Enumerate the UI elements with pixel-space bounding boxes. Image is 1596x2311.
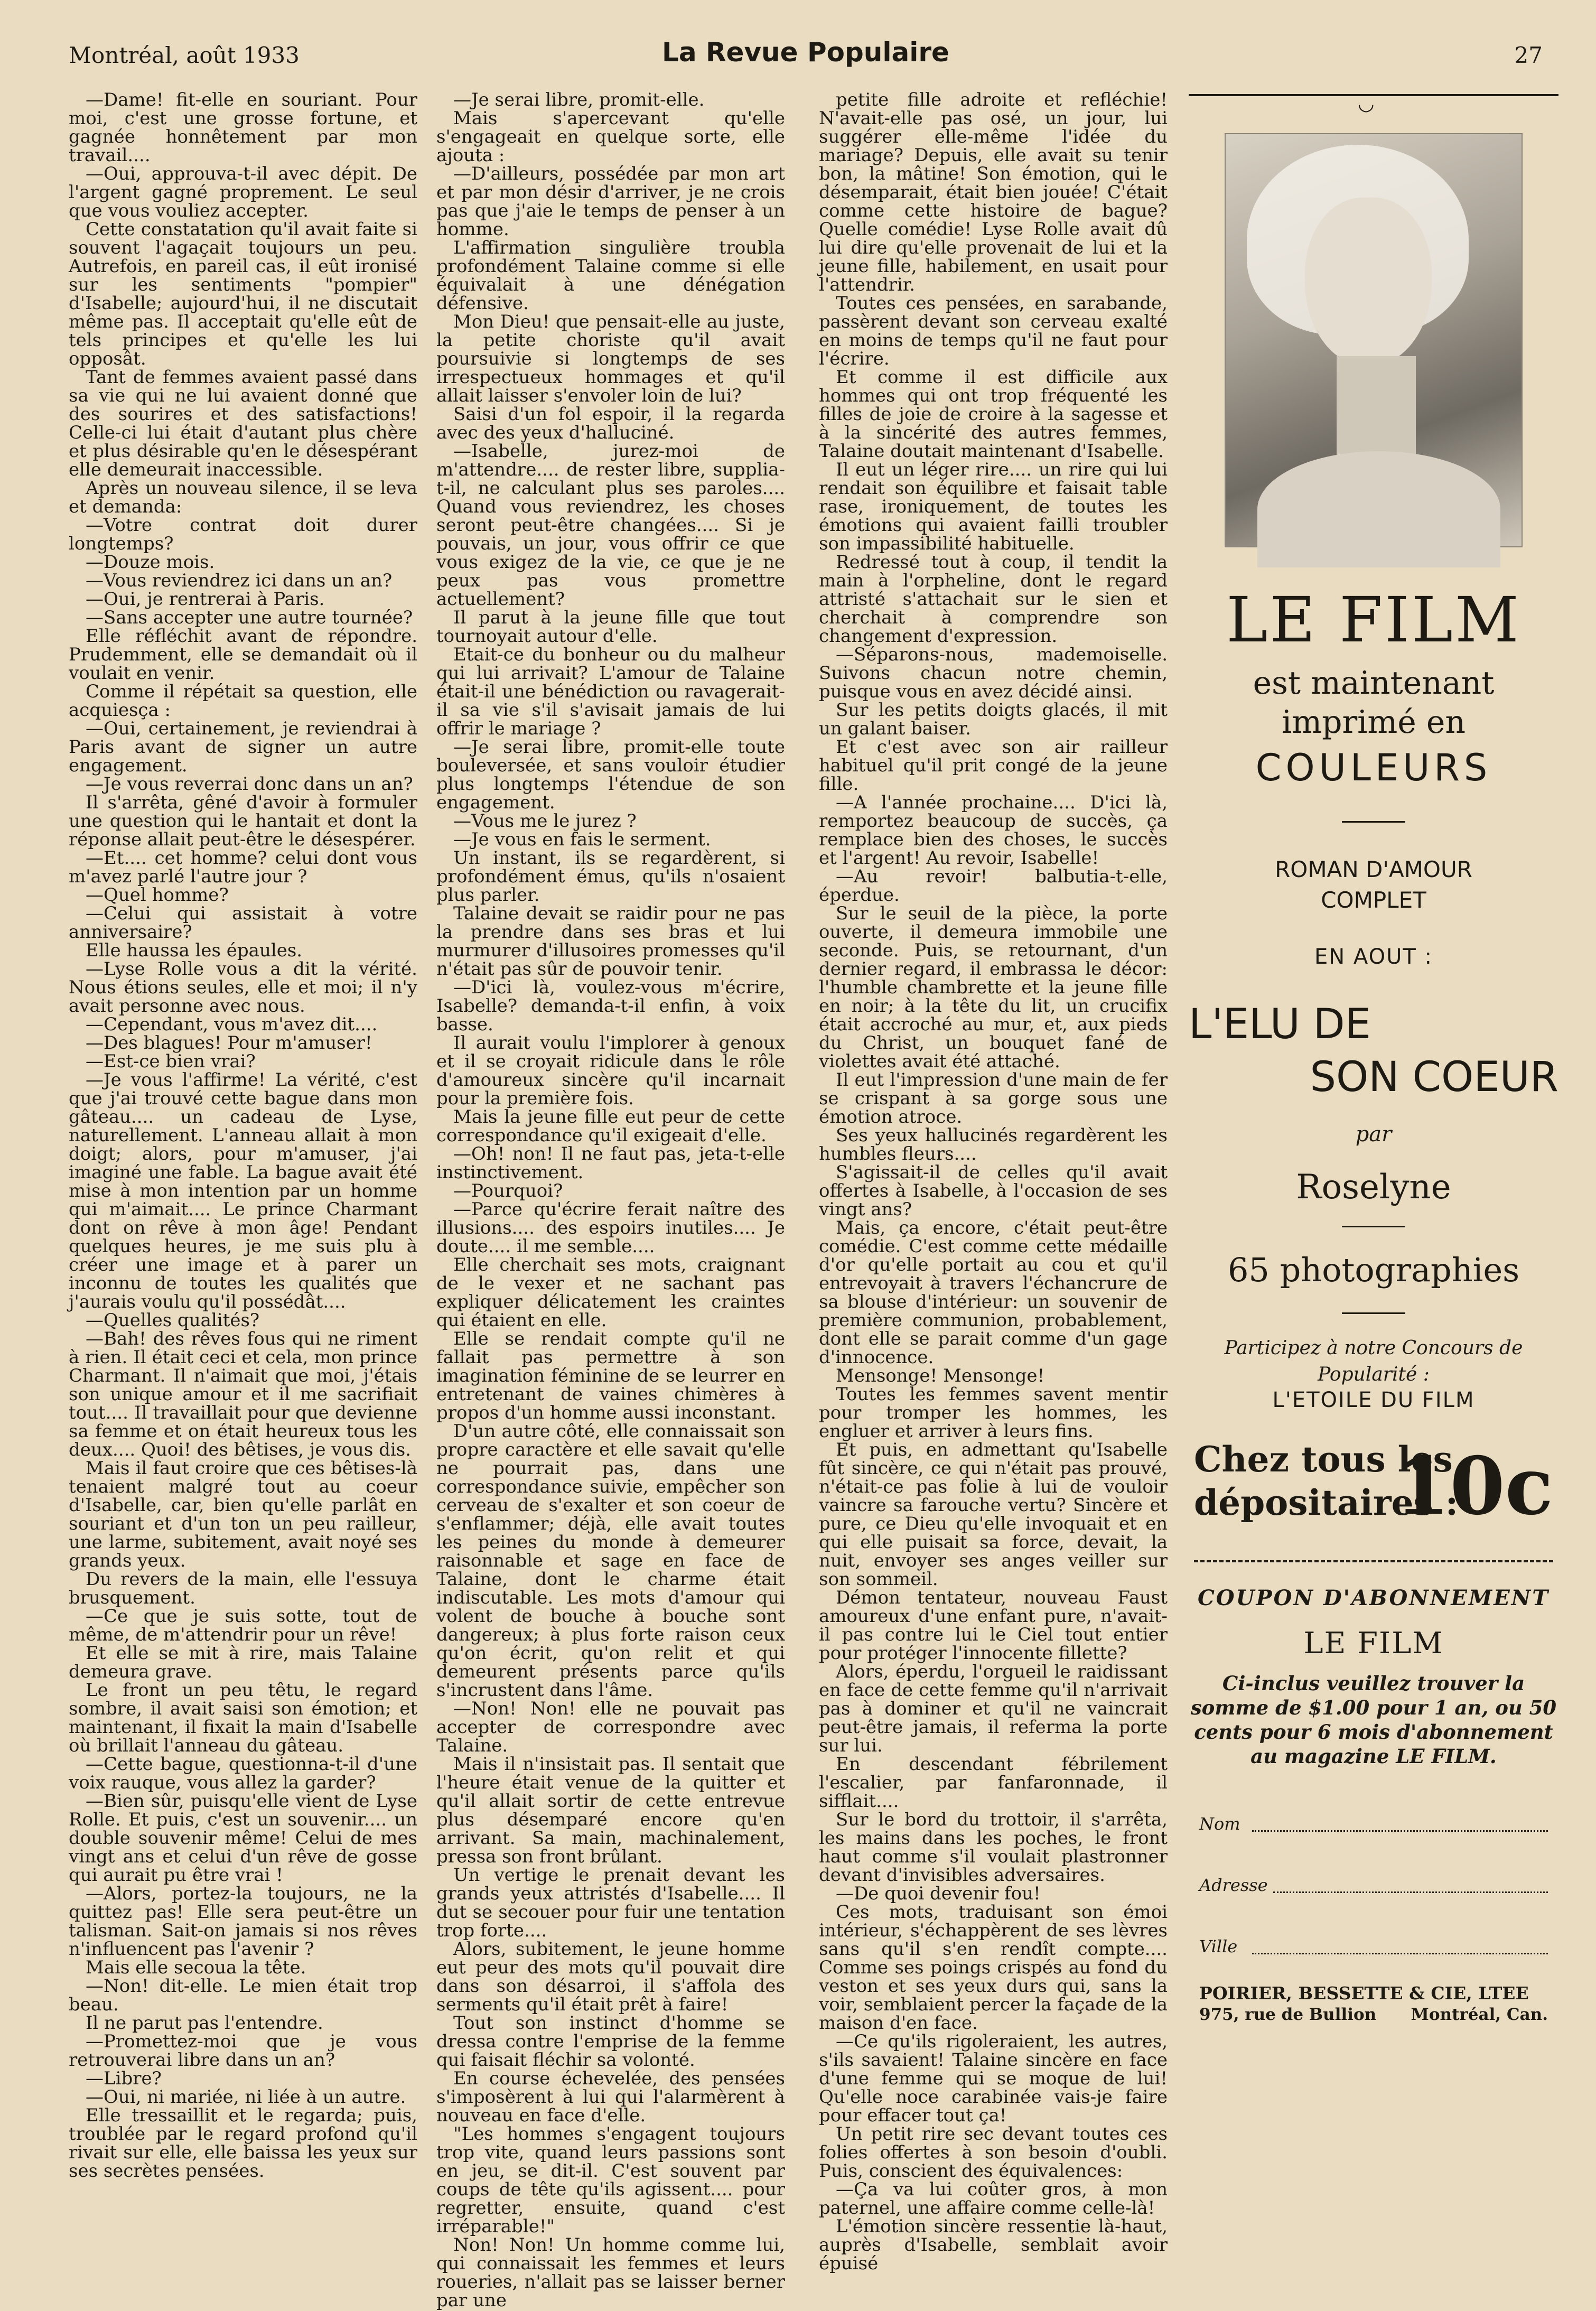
- publisher-address: [1199, 2005, 1548, 2028]
- paragraph: Toutes ces pensées, en sarabande, passèrent devant son cerveau exalté en moins de temps qu'il ne faut pour l'écrire.: [819, 293, 1168, 369]
- nom-line: [1252, 1830, 1548, 1832]
- paragraph: —Dame! fit-elle en souriant. Pour moi, c'est une grosse fortune, et gagnée honnêtement par mon travail....: [69, 89, 417, 166]
- price-line-2: dépositaires :: [1194, 1482, 1459, 1523]
- paragraph: —Je serai libre, promit-elle toute bouleversée, et sans vouloir étudier plus longtemps l'étendue de son engagement.: [436, 737, 785, 813]
- novel-title-line-1: L'ELU DE: [1189, 1001, 1371, 1048]
- text-column-2: [436, 89, 785, 2311]
- paragraph: Après un nouveau silence, il se leva et demanda:: [69, 478, 417, 517]
- paragraph: Talaine devait se raidir pour ne pas la prendre dans ses bras et lui murmurer d'illusoires promesses qu'il n'était pas sûr de pouvoir tenir.: [436, 903, 785, 980]
- paragraph: D'un autre côté, elle connaissait son propre caractère et elle savait qu'elle ne pourrait pas, dans une correspondance suivie, empêcher son cerveau de s'exalter et son coeur de s'enflammer; déjà, elle avait toutes les peines du monde à demeurer raisonnable et sage en face de Talaine, dont le charme était indiscutable. Les mots d'amour qui volent de bouche à bouche sont dangereux; à plus forte raison ceux qu'on écrit, qu'on relit et qui demeurent présents parce qu'ils s'incrustent dans l'âme.: [436, 1421, 785, 1701]
- paragraph: Démon tentateur, nouveau Faust amoureux d'une enfant pure, n'avait-il pas contre lui le Ciel tout entier pour protéger l'innocente fillette?: [819, 1587, 1168, 1664]
- author-name: Roselyne: [1296, 1168, 1451, 1207]
- paragraph: Il eut l'impression d'une main de fer se crispant à sa gorge sous une émotion atroce.: [819, 1069, 1168, 1127]
- paragraph: S'agissait-il de celles qu'il avait offertes à Isabelle, à l'occasion de ses vingt ans?: [819, 1162, 1168, 1220]
- paragraph: —Ce qu'ils rigoleraient, les autres, s'ils savaient! Talaine sincère en face d'une femme qui se moque de lui! Qu'elle noce carabinée vais-je faire pour effacer tout ça!: [819, 2031, 1168, 2126]
- complet-label: COMPLET: [1321, 887, 1426, 913]
- photos-count: 65 photographies: [1227, 1251, 1520, 1289]
- paragraph: —Cependant, vous m'avez dit....: [86, 1014, 378, 1035]
- paragraph: —Oui, ni mariée, ni liée à un autre.: [86, 2086, 406, 2108]
- paragraph: —D'ici là, voulez-vous m'écrire, Isabelle? demanda-t-il enfin, à voix basse.: [436, 977, 785, 1035]
- paragraph: —Je vous reverrai donc dans un an?: [86, 774, 413, 795]
- ad-top-rule: ◡: [1189, 94, 1558, 96]
- paragraph: —Cette bague, questionna-t-il d'une voix rauque, vous allez la garder?: [69, 1754, 417, 1793]
- paragraph: —Au revoir! balbutia-t-elle, éperdue.: [819, 866, 1168, 906]
- paragraph: —Lyse Rolle vous a dit la vérité. Nous étions seules, elle et moi; il n'y avait personne avec nous.: [69, 958, 417, 1017]
- paragraph: Alors, subitement, le jeune homme eut peur des mots qu'il pouvait dire dans son désarroi, il s'affola des serments qu'il était prêt à faire!: [436, 1939, 785, 2015]
- paragraph: Ses yeux hallucinés regardèrent les humbles fleurs....: [819, 1125, 1168, 1164]
- roman-label: ROMAN D'AMOUR: [1275, 856, 1472, 882]
- paragraph: —Votre contrat doit durer longtemps?: [69, 515, 417, 554]
- paragraph: —Séparons-nous, mademoiselle. Suivons chacun notre chemin, puisque vous en avez décidé ainsi.: [819, 644, 1168, 702]
- paragraph: Etait-ce du bonheur ou du malheur qui lui arrivait? L'amour de Talaine était-il une bénédiction ou ravagerait-il sa vie s'il s'avisait jamais de lui offrir le mariage ?: [436, 644, 785, 739]
- city: Montréal, Can.: [1411, 2005, 1548, 2024]
- paragraph: "Les hommes s'engagent toujours trop vite, quand leurs passions sont en jeu, se dit-il. C'est souvent par coups de tête qu'ils agissent.... pour regretter, ensuite, quand c'est irréparable!": [436, 2123, 785, 2237]
- ad-line-1: est maintenant: [1253, 665, 1495, 702]
- paragraph: Sur le seuil de la pièce, la porte ouverte, il demeura immobile une seconde. Puis, se retournant, d'un dernier regard, il embrassa le décor: l'humble chambrette et la jeune fille en noir; à la tête du lit, un crucifix était accroché au mur, et, aux pieds du Christ, un bouquet fané de violettes avait été attaché.: [819, 903, 1168, 1072]
- paragraph: Et c'est avec son air railleur habituel qu'il prit congé de la jeune fille.: [819, 737, 1168, 795]
- paragraph: En descendant fébrilement l'escalier, par fanfaronnade, il sifflait....: [819, 1754, 1168, 1812]
- paragraph: —Promettez-moi que je vous retrouverai libre dans un an?: [69, 2031, 417, 2071]
- paragraph: Elle cherchait ses mots, craignant de le vexer et ne sachant pas expliquer délicatement les craintes qui étaient en elle.: [436, 1254, 785, 1331]
- paragraph: Elle haussa les épaules.: [86, 940, 303, 961]
- paragraph: Mensonge! Mensonge!: [836, 1365, 1045, 1386]
- paragraph: —Je vous en fais le serment.: [453, 829, 711, 850]
- paragraph: Mon Dieu! que pensait-elle au juste, la petite choriste qu'il avait poursuivie si longtemps de ses irrespectueux hommages et qu'il allait laisser s'envoler loin de lui?: [436, 311, 785, 406]
- paragraph: Il s'arrêta, gêné d'avoir à formuler une question qui le hantait et dont la réponse allait peut-être le désespérer.: [69, 792, 417, 850]
- paragraph: Et elle se mit à rire, mais Talaine demeura grave.: [69, 1643, 417, 1682]
- actress-photo: [1225, 133, 1523, 547]
- ville-line: [1252, 1953, 1548, 1954]
- le-film-advertisement: [1189, 94, 1558, 2102]
- paragraph: —Oui, approuva-t-il avec dépit. De l'argent gagné proprement. Le seul que vous vouliez accepter.: [69, 163, 417, 221]
- paragraph: —Est-ce bien vrai?: [86, 1051, 256, 1072]
- paragraph: Un instant, ils se regardèrent, si profondément émus, qu'ils n'osaient plus parler.: [436, 847, 785, 906]
- paragraph: —D'ailleurs, possédée par mon art et par mon désir d'arriver, je ne crois pas que j'aie le temps de penser à un homme.: [436, 163, 785, 240]
- paragraph: Un vertige le prenait devant les grands yeux attristés d'Isabelle.... Il dut se secouer pour fuir une tentation trop forte....: [436, 1865, 785, 1941]
- price-amount: 10c: [1394, 1440, 1553, 1533]
- paragraph: Mais il faut croire que ces bêtises-là tenaient malgré tout au coeur d'Isabelle, car, bien qu'elle parlât en souriant et d'un ton un peu railleur, une larme, subitement, avait noyé ses grands yeux.: [69, 1458, 417, 1571]
- nom-field[interactable]: [1189, 1800, 1558, 1838]
- paragraph: —Oui, je rentrerai à Paris.: [86, 589, 325, 610]
- paragraph: Mais la jeune fille eut peur de cette correspondance qu'il exigeait d'elle.: [436, 1106, 785, 1146]
- paragraph: L'affirmation singulière troubla profondément Talaine comme si elle équivalait à une dénégation défensive.: [436, 237, 785, 314]
- contest-name: L'ETOILE DU FILM: [1272, 1388, 1475, 1412]
- paragraph: —De quoi devenir fou!: [836, 1883, 1041, 1904]
- paragraph: Un petit rire sec devant toutes ces folies offertes à son besoin d'oubli. Puis, conscient des équivalences:: [819, 2123, 1168, 2182]
- le-film-logo: LE FILM: [1226, 583, 1521, 656]
- paragraph: —Oh! non! Il ne faut pas, jeta-t-elle instinctivement.: [436, 1143, 785, 1183]
- paragraph: —Quelles qualités?: [86, 1310, 260, 1331]
- novel-title-line-2: SON COEUR: [1310, 1054, 1558, 1101]
- divider: [1342, 821, 1405, 823]
- paragraph: Toutes les femmes savent mentir pour tromper les hommes, les engluer et arriver à leurs fins.: [819, 1384, 1168, 1442]
- paragraph: Tant de femmes avaient passé dans sa vie qui ne lui avaient donné que des sourires et des satisfactions! Celle-ci lui était d'autant plus chère et plus désirable qu'en le désespérant elle demeurait inaccessible.: [69, 367, 417, 480]
- paragraph: —Isabelle, jurez-moi de m'attendre.... de rester libre, supplia-t-il, ne calculant plus ses paroles.... Quand vous reviendrez, les choses seront peut-être changées.... Si je pouvais, un jour, vous offrir ce que vous exigez de la vie, ce que je ne peux pas vous promettre actuellement?: [436, 441, 785, 610]
- en-aout-label: EN AOUT :: [1314, 945, 1433, 969]
- paragraph: Il parut à la jeune fille que tout tournoyait autour d'elle.: [436, 607, 785, 647]
- paragraph: —Je vous l'affirme! La vérité, c'est que j'ai trouvé cette bague dans mon gâteau.... un cadeau de Lyse, naturellement. L'anneau allait à mon doigt; alors, pour m'amuser, j'ai imaginé une fable. La bague avait été mise à mon intention par un homme qui m'aimait.... Le prince Charmant dont on rêve à mon âge! Pendant quelques heures, je me suis plu à créer une image et à parer un inconnu de toutes les qualités que j'aurais voulu qu'il possédât....: [69, 1069, 417, 1312]
- paragraph: Alors, éperdu, l'orgueil le raidissant en face de cette femme qu'il n'arrivait pas à dominer et qu'il ne vaincrait peut-être jamais, il referma la porte sur lui.: [819, 1661, 1168, 1756]
- page-number: 27: [1514, 42, 1543, 68]
- by-label: par: [1355, 1122, 1392, 1147]
- ad-couleurs: COULEURS: [1255, 746, 1492, 789]
- paragraph: —Bien sûr, puisqu'elle vient de Lyse Rolle. Et puis, c'est un souvenir.... un double souvenir même! Celui de mes vingt ans et celui d'un rêve de gosse qui aurait pu être vrai !: [69, 1791, 417, 1886]
- paragraph: —Et.... cet homme? celui dont vous m'avez parlé l'autre jour ?: [69, 847, 417, 887]
- paragraph: —Libre?: [86, 2068, 162, 2089]
- divider: [1342, 1226, 1405, 1227]
- paragraph: Tout son instinct d'homme se dressa contre l'emprise de la femme qui faisait fléchir sa volonté.: [436, 2012, 785, 2071]
- publisher-name: POIRIER, BESSETTE & CIE, LTEE: [1199, 1983, 1529, 2004]
- paragraph: —Bah! des rêves fous qui ne riment à rien. Il était ceci et cela, mon prince Charmant. Il n'aimait que moi, j'étais son unique amour et il me sacrifiait tout.... Il travaillait pour que devienne sa femme et on était heureux tous les deux.... Quoi! des bêtises, je vous dis.: [69, 1328, 417, 1460]
- paragraph: En course échevelée, des pensées s'imposèrent à lui qui l'alarmèrent à nouveau en face d'elle.: [436, 2068, 785, 2126]
- paragraph: —Vous reviendrez ici dans un an?: [86, 570, 393, 591]
- paragraph: —Ce que je suis sotte, tout de même, de m'attendrir pour un rêve!: [69, 1606, 417, 1645]
- paragraph: —Quel homme?: [86, 884, 229, 906]
- paragraph: —Des blagues! Pour m'amuser!: [86, 1032, 372, 1054]
- paragraph: —Sans accepter une autre tournée?: [86, 607, 413, 628]
- magazine-title: La Revue Populaire: [662, 37, 949, 68]
- paragraph: —Alors, portez-la toujours, ne la quittez pas! Elle sera peut-être un talisman. Sait-on jamais si nos rêves n'influencent pas l'avenir ?: [69, 1883, 417, 1960]
- paragraph: Elle se rendait compte qu'il ne fallait pas permettre à son imagination féminine de se leurrer en entretenant de vaines chimères à propos d'un homme aussi inconstant.: [436, 1328, 785, 1423]
- paragraph: Ces mots, traduisant son émoi intérieur, s'échappèrent de ses lèvres sans qu'il s'en rendît compte.... Comme ses poings crispés au fond du veston et ses yeux durs qui, sans la voir, semblaient percer la façade de la maison d'en face.: [819, 1902, 1168, 2034]
- text-column-1: [69, 89, 417, 2182]
- paragraph: Il eut un léger rire.... un rire qui lui rendait son équilibre et faisait table rase, ironiquement, de toutes les émotions qui avaient failli troubler son impassibilité habituelle.: [819, 459, 1168, 554]
- price-line-1: Chez tous les: [1194, 1439, 1453, 1480]
- paragraph: Il aurait voulu l'implorer à genoux et il se croyait ridicule dans le rôle d'amoureux sincère qu'il incarnait pour la première fois.: [436, 1032, 785, 1109]
- paragraph: Saisi d'un fol espoir, il la regarda avec des yeux d'halluciné.: [436, 404, 785, 443]
- paragraph: Sur le bord du trottoir, il s'arrêta, les mains dans les poches, le front haut comme s'il voulait plastronner devant d'invisibles adversaires.: [819, 1809, 1168, 1886]
- ville-field[interactable]: [1189, 1923, 1558, 1961]
- coupon-logo: LE FILM: [1303, 1626, 1444, 1661]
- header-date: Montréal, août 1933: [69, 42, 300, 68]
- paragraph: Mais, ça encore, c'était peut-être comédie. C'est comme cette médaille d'or qu'elle portait au cou et qu'il entrevoyait à travers l'échancrure de sa blouse d'intérieur: un souvenir de première communion, probablement, dont elle se parait comme d'un gage d'innocence.: [819, 1217, 1168, 1368]
- nom-label: Nom: [1199, 1814, 1240, 1834]
- paragraph: petite fille adroite et refléchie! N'avait-elle pas osé, un jour, lui suggérer elle-même l'idée du mariage? Depuis, elle avait su tenir bon, la mâtine! Son émotion, qui le désemparait, était bien jouée! C'était comme cette histoire de bague? Quelle comédie! Lyse Rolle avait dû lui dire qu'elle provenait de lui et la jeune fille, habilement, en usait pour l'attendrir.: [819, 89, 1168, 295]
- page-header: [69, 37, 1543, 79]
- paragraph: Il ne parut pas l'entendre.: [86, 2012, 323, 2034]
- paragraph: Et puis, en admettant qu'Isabelle fût sincère, ce qui n'était pas prouvé, n'était-ce pas folie à lui de vouloir vaincre sa farouche vertu? Sincère et pure, ce Dieu qu'elle invoquait et en qui elle puisait sa force, devait, la nuit, envoyer ses anges veiller sur son sommeil.: [819, 1439, 1168, 1590]
- paragraph: —Vous me le jurez ?: [453, 810, 637, 832]
- paragraph: Mais il n'insistait pas. Il sentait que l'heure était venue de la quitter et qu'il allait sortir de cette entrevue plus désemparé encore qu'en arrivant. Sa main, machinalement, pressa son front brûlant.: [436, 1754, 785, 1867]
- coupon-body: Ci-inclus veuillez trouver la somme de $1.00 pour 1 an, ou 50 cents pour 6 mois d'abonnement au magazine LE FILM.: [1190, 1672, 1557, 1768]
- paragraph: —Ça va lui coûter gros, à mon paternel, une affaire comme celle-là!: [819, 2179, 1168, 2219]
- paragraph: —Parce qu'écrire ferait naître des illusions.... des espoirs inutiles.... Je doute.... il me semble....: [436, 1199, 785, 1257]
- paragraph: —Non! Non! elle ne pouvait pas accepter de correspondre avec Talaine.: [436, 1698, 785, 1756]
- paragraph: Et comme il est difficile aux hommes qui ont trop fréquenté les filles de joie de croire à la sagesse et à la sincérité des autres femmes, Talaine doutait maintenant d'Isabelle.: [819, 367, 1168, 462]
- adresse-line: [1273, 1891, 1548, 1893]
- paragraph: —Je serai libre, promit-elle.: [453, 89, 705, 110]
- contest-text: Participez à notre Concours de Popularité :: [1224, 1337, 1523, 1385]
- paragraph: —Non! dit-elle. Le mien était trop beau.: [69, 1975, 417, 2015]
- paragraph: —A l'année prochaine.... D'ici là, remportez beaucoup de succès, ça remplace bien des choses, le succès et l'argent! Au revoir, Isabelle!: [819, 792, 1168, 869]
- ad-line-2: imprimé en: [1282, 704, 1466, 741]
- paragraph: L'émotion sincère ressentie là-haut, auprès d'Isabelle, semblait avoir épuisé: [819, 2216, 1168, 2274]
- paragraph: Non! Non! Un homme comme lui, qui connaissait les femmes et leurs roueries, n'allait pas se laisser berner par une: [436, 2234, 785, 2311]
- paragraph: —Douze mois.: [86, 552, 215, 573]
- adresse-field[interactable]: [1189, 1861, 1558, 1899]
- paragraph: Mais s'apercevant qu'elle s'engageait en quelque sorte, elle ajouta :: [436, 108, 785, 166]
- coupon-cut-line: [1194, 1560, 1553, 1562]
- paragraph: Du revers de la main, elle l'essuya brusquement.: [69, 1569, 417, 1608]
- adresse-label: Adresse: [1199, 1875, 1268, 1895]
- paragraph: —Pourquoi?: [453, 1180, 563, 1201]
- paragraph: Redressé tout à coup, il tendit la main à l'orpheline, dont le regard attristé s'attachait sur le sien et cherchait à comprendre son changement d'expression.: [819, 552, 1168, 647]
- paragraph: —Celui qui assistait à votre anniversaire?: [69, 903, 417, 943]
- paragraph: Le front un peu têtu, le regard sombre, il avait saisi son émotion; et maintenant, il fixait la main d'Isabelle où brillait l'anneau du gâteau.: [69, 1680, 417, 1756]
- coupon-title: COUPON D'ABONNEMENT: [1197, 1586, 1550, 1610]
- paragraph: Mais elle secoua la tête.: [86, 1957, 306, 1978]
- divider: [1342, 1312, 1405, 1314]
- price-block: [1189, 1439, 1558, 1539]
- street-address: 975, rue de Bullion: [1199, 2005, 1377, 2024]
- text-column-3: [819, 89, 1168, 2274]
- paragraph: Cette constatation qu'il avait faite si souvent l'agaçait toujours un peu. Autrefois, en pareil cas, il eût ironisé sur les sentiments "pompier" d'Isabelle; aujourd'hui, il ne discutait même pas. Il acceptait qu'elle eût de tels principes et qu'elle les lui opposât.: [69, 219, 417, 369]
- paragraph: Elle réfléchit avant de répondre. Prudemment, elle se demandait où il voulait en venir.: [69, 626, 417, 684]
- paragraph: —Oui, certainement, je reviendrai à Paris avant de signer un autre engagement.: [69, 718, 417, 776]
- paragraph: Elle tressaillit et le regarda; puis, troublée par le regard profond qu'il rivait sur elle, elle baissa les yeux sur ses secrètes pensées.: [69, 2105, 417, 2182]
- ville-label: Ville: [1199, 1936, 1238, 1956]
- paragraph: Sur les petits doigts glacés, il mit un galant baiser.: [819, 700, 1168, 739]
- paragraph: Comme il répétait sa question, elle acquiesça :: [69, 681, 417, 721]
